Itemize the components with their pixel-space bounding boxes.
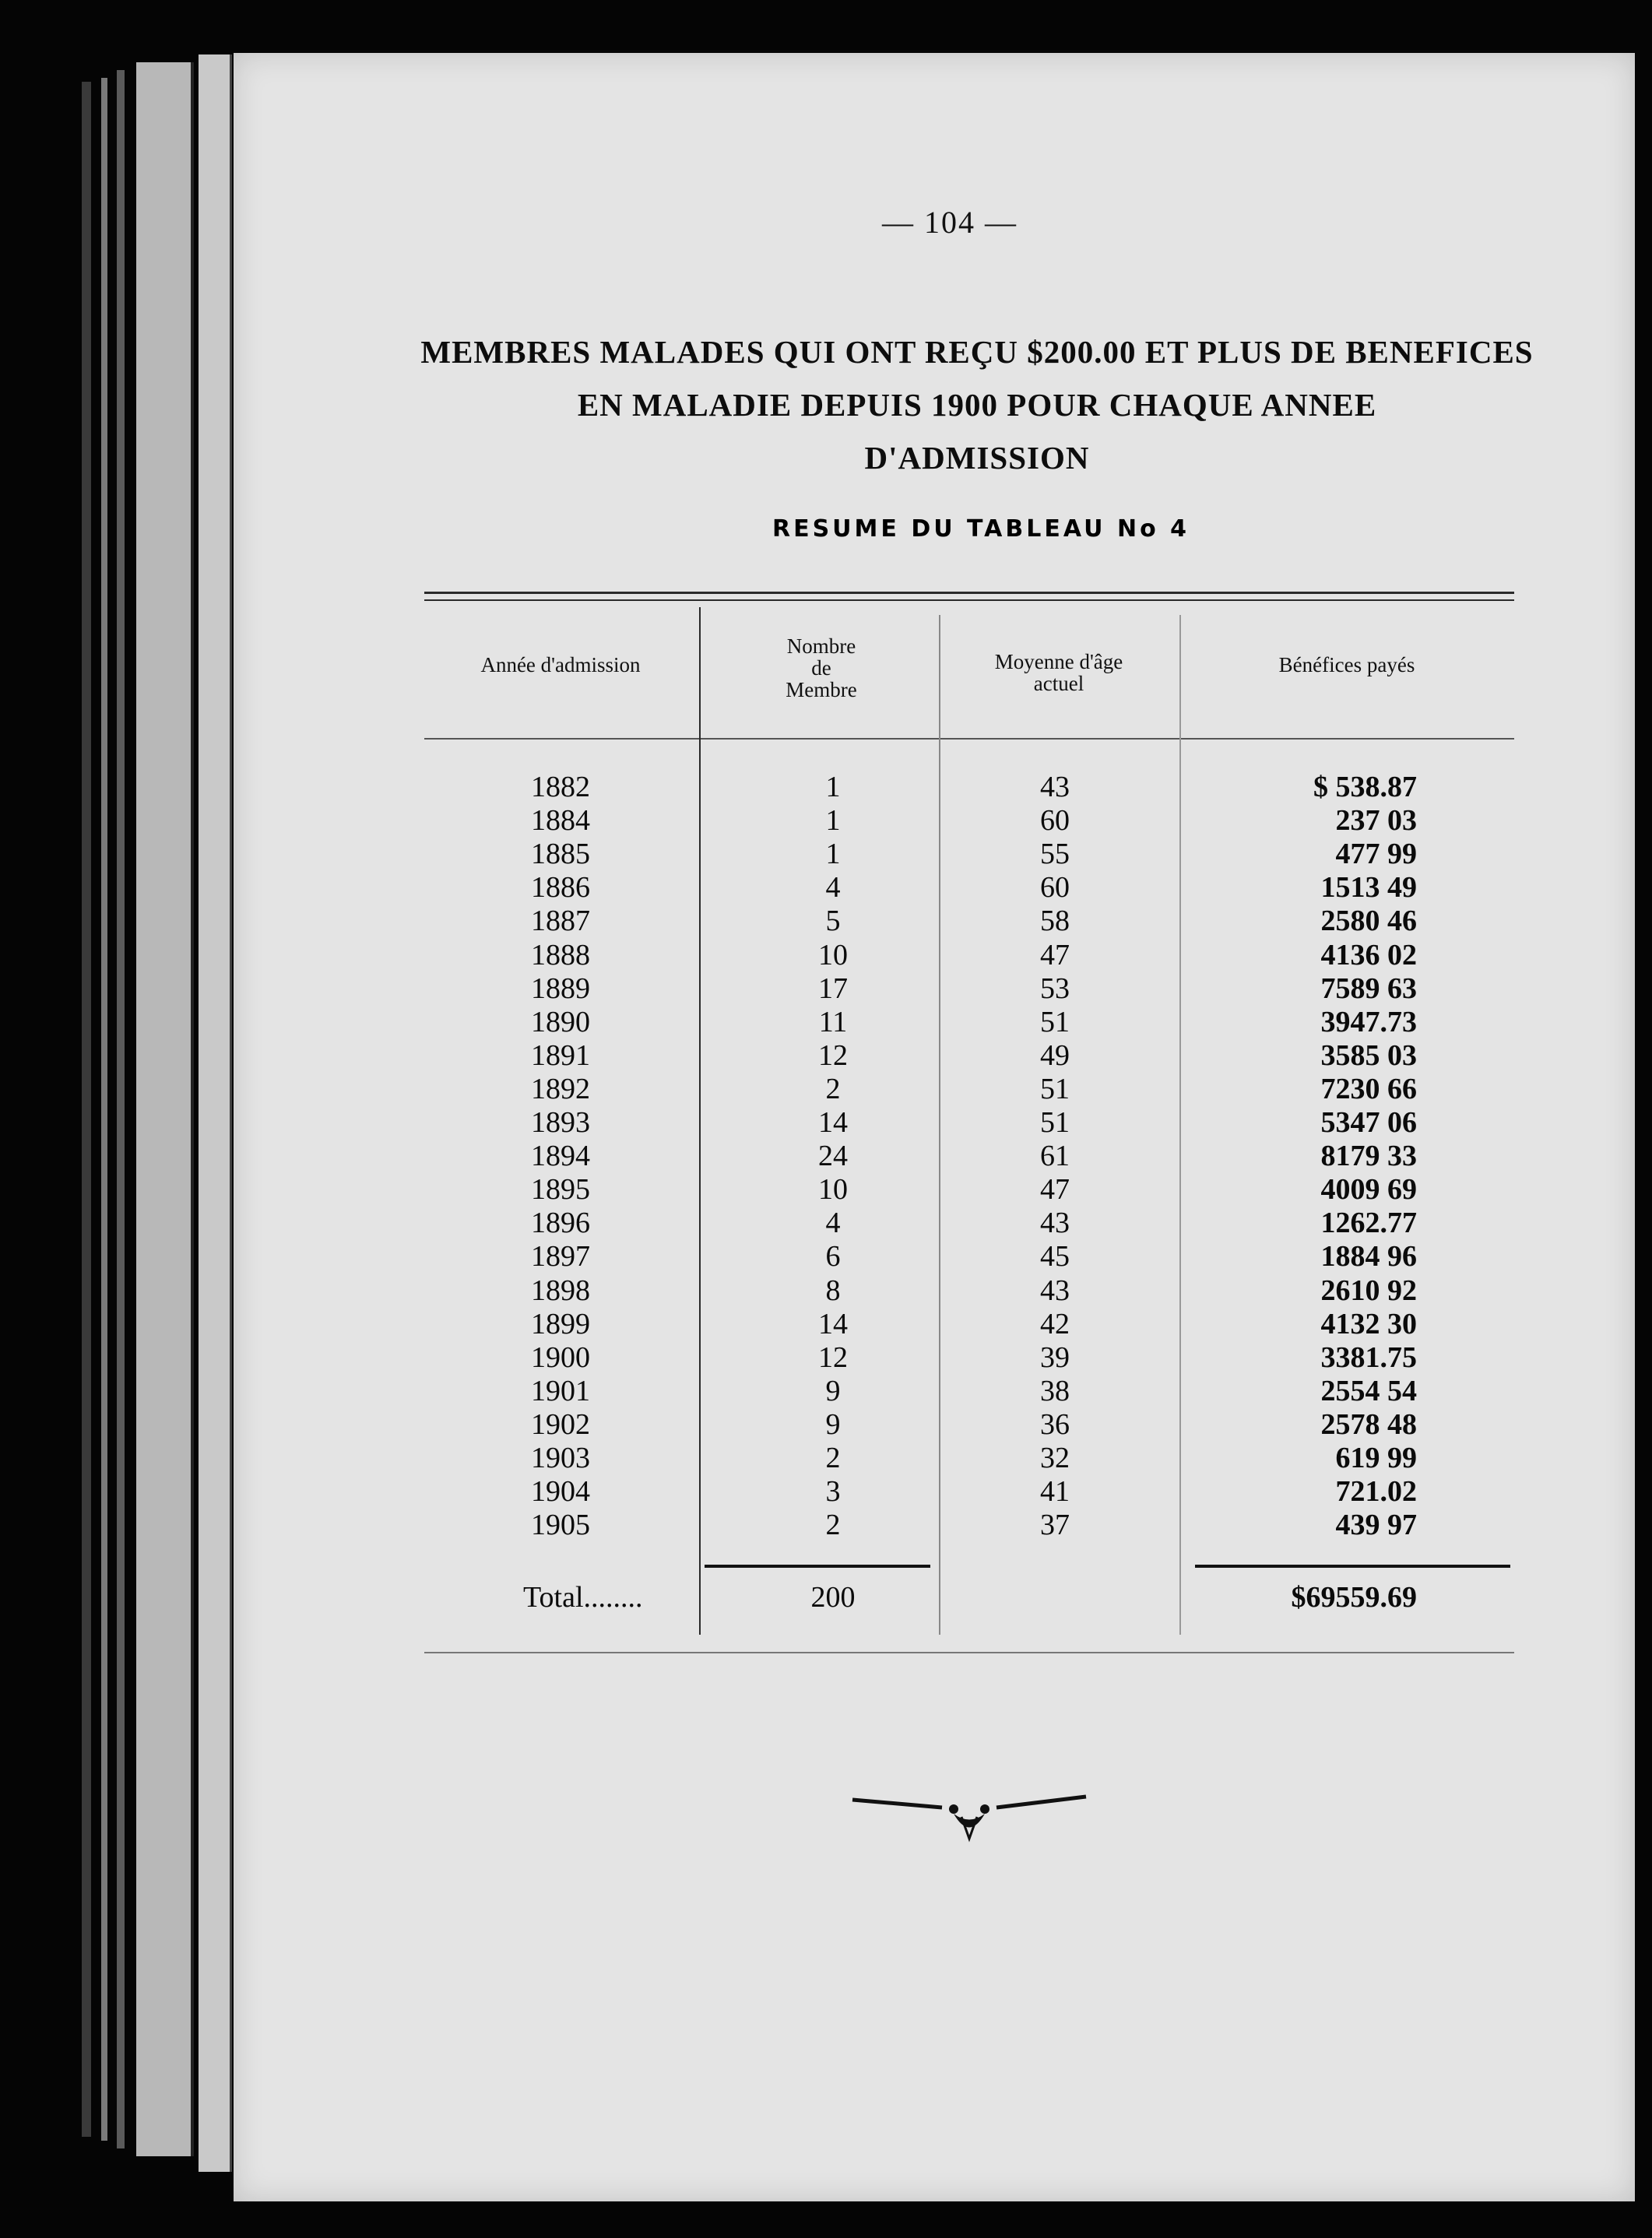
row-benefits: 237 03 (1335, 804, 1417, 837)
table-row (0, 838, 1652, 870)
row-count: 9 (825, 1375, 841, 1407)
row-year: 1896 (531, 1207, 590, 1239)
table-row (0, 972, 1652, 1005)
table-row (0, 939, 1652, 971)
row-age: 43 (1040, 771, 1070, 803)
row-count: 24 (818, 1140, 848, 1172)
row-benefits: 3947.73 (1320, 1006, 1417, 1038)
row-age: 55 (1040, 838, 1070, 870)
total-label: Total........ (523, 1581, 643, 1614)
row-year: 1900 (531, 1341, 590, 1374)
row-year: 1897 (531, 1240, 590, 1273)
row-benefits: $ 538.87 (1313, 771, 1417, 803)
row-age: 60 (1040, 804, 1070, 837)
header-divider (424, 738, 1514, 740)
header-count-line: Membre (786, 678, 857, 701)
row-count: 10 (818, 1173, 848, 1206)
row-count: 1 (825, 838, 841, 870)
row-year: 1890 (531, 1006, 590, 1038)
table-row (0, 1509, 1652, 1541)
table-row (0, 1274, 1652, 1307)
row-year: 1882 (531, 771, 590, 803)
row-year: 1904 (531, 1475, 590, 1508)
row-benefits: 1884 96 (1320, 1240, 1417, 1273)
page-title-line-3: D'ADMISSION (864, 440, 1090, 476)
row-year: 1889 (531, 972, 590, 1005)
row-count: 6 (825, 1240, 841, 1273)
row-age: 41 (1040, 1475, 1070, 1508)
row-count: 12 (818, 1039, 848, 1072)
table-subtitle: RESUME DU TABLEAU No 4 (772, 515, 1190, 543)
table-row (0, 1375, 1652, 1407)
row-age: 37 (1040, 1509, 1070, 1541)
header-age-line: Moyenne d'âge (994, 650, 1123, 673)
table-row (0, 1442, 1652, 1474)
row-age: 51 (1040, 1073, 1070, 1105)
row-year: 1891 (531, 1039, 590, 1072)
row-count: 14 (818, 1106, 848, 1139)
row-year: 1902 (531, 1408, 590, 1441)
header-count-line: Nombre (786, 634, 856, 658)
row-year: 1892 (531, 1073, 590, 1105)
row-year: 1899 (531, 1308, 590, 1340)
table-row (0, 1073, 1652, 1105)
row-age: 47 (1040, 1173, 1070, 1206)
row-count: 1 (825, 804, 841, 837)
row-count: 2 (825, 1442, 841, 1474)
row-age: 38 (1040, 1375, 1070, 1407)
row-benefits: 1513 49 (1320, 871, 1417, 904)
row-count: 12 (818, 1341, 848, 1374)
row-count: 8 (825, 1274, 841, 1307)
row-benefits: 721.02 (1335, 1475, 1417, 1508)
row-age: 43 (1040, 1207, 1070, 1239)
row-benefits: 3381.75 (1320, 1341, 1417, 1374)
row-year: 1887 (531, 905, 590, 937)
table-row (0, 1341, 1652, 1374)
row-benefits: 2554 54 (1320, 1375, 1417, 1407)
fleuron-ornament (849, 1783, 1090, 1845)
row-benefits: 2578 48 (1320, 1408, 1417, 1441)
row-year: 1884 (531, 804, 590, 837)
row-count: 5 (825, 905, 841, 937)
table-row (0, 871, 1652, 904)
table-row (0, 905, 1652, 937)
row-age: 32 (1040, 1442, 1070, 1474)
header-count-line: de (811, 656, 831, 680)
row-benefits: 4009 69 (1320, 1173, 1417, 1206)
row-count: 4 (825, 1207, 841, 1239)
header-count (716, 635, 926, 701)
row-age: 53 (1040, 972, 1070, 1005)
table-row (0, 1173, 1652, 1206)
row-benefits: 477 99 (1335, 838, 1417, 870)
row-year: 1898 (531, 1274, 590, 1307)
table-row (0, 1308, 1652, 1340)
table-row (0, 1006, 1652, 1038)
row-count: 10 (818, 939, 848, 971)
row-count: 2 (825, 1509, 841, 1541)
row-benefits: 619 99 (1335, 1442, 1417, 1474)
row-benefits: 8179 33 (1320, 1140, 1417, 1172)
row-benefits: 2580 46 (1320, 905, 1417, 937)
row-benefits: 439 97 (1335, 1509, 1417, 1541)
row-count: 2 (825, 1073, 841, 1105)
row-age: 45 (1040, 1240, 1070, 1273)
table-row (0, 771, 1652, 803)
row-benefits: 3585 03 (1320, 1039, 1417, 1072)
row-age: 43 (1040, 1274, 1070, 1307)
row-count: 4 (825, 871, 841, 904)
table-row (0, 1140, 1652, 1172)
row-age: 47 (1040, 939, 1070, 971)
row-benefits: 7589 63 (1320, 972, 1417, 1005)
row-count: 9 (825, 1408, 841, 1441)
row-count: 11 (818, 1006, 848, 1038)
row-year: 1895 (531, 1173, 590, 1206)
row-benefits: 7230 66 (1320, 1073, 1417, 1105)
row-benefits: 4136 02 (1320, 939, 1417, 971)
table-row (0, 1207, 1652, 1239)
row-benefits: 2610 92 (1320, 1274, 1417, 1307)
table-row (0, 1408, 1652, 1441)
page-number: — 104 — (882, 205, 1018, 240)
row-count: 1 (825, 771, 841, 803)
row-count: 17 (818, 972, 848, 1005)
table-top-rule (424, 599, 1514, 601)
row-age: 58 (1040, 905, 1070, 937)
row-age: 60 (1040, 871, 1070, 904)
header-age (954, 651, 1164, 694)
table-top-rule (424, 592, 1514, 594)
row-year: 1893 (531, 1106, 590, 1139)
table-row (0, 1240, 1652, 1273)
row-age: 61 (1040, 1140, 1070, 1172)
header-benefits: Bénéfices payés (1278, 653, 1415, 676)
table-row (0, 1475, 1652, 1508)
row-year: 1886 (531, 871, 590, 904)
row-age: 51 (1040, 1006, 1070, 1038)
table-row (0, 1039, 1652, 1072)
row-age: 36 (1040, 1408, 1070, 1441)
table-row (0, 804, 1652, 837)
row-age: 42 (1040, 1308, 1070, 1340)
row-year: 1894 (531, 1140, 590, 1172)
total-count: 200 (810, 1581, 856, 1614)
total-benefits: $69559.69 (1291, 1581, 1417, 1614)
table-row (0, 1106, 1652, 1139)
row-benefits: 5347 06 (1320, 1106, 1417, 1139)
total-rule (1195, 1565, 1510, 1568)
row-age: 49 (1040, 1039, 1070, 1072)
row-year: 1888 (531, 939, 590, 971)
row-age: 51 (1040, 1106, 1070, 1139)
header-age-line: actuel (1033, 672, 1084, 695)
row-benefits: 4132 30 (1320, 1308, 1417, 1340)
page-title-line-2: EN MALADIE DEPUIS 1900 POUR CHAQUE ANNEE (577, 387, 1377, 423)
page-title-line-1: MEMBRES MALADES QUI ONT REÇU $200.00 ET PLUS DE BENEFICES (420, 334, 1534, 370)
row-year: 1901 (531, 1375, 590, 1407)
row-count: 14 (818, 1308, 848, 1340)
row-count: 3 (825, 1475, 841, 1508)
row-year: 1903 (531, 1442, 590, 1474)
header-year: Année d'admission (480, 653, 641, 676)
table-bottom-rule (424, 1652, 1514, 1653)
total-rule (705, 1565, 930, 1568)
row-age: 39 (1040, 1341, 1070, 1374)
row-year: 1885 (531, 838, 590, 870)
row-year: 1905 (531, 1509, 590, 1541)
row-benefits: 1262.77 (1320, 1207, 1417, 1239)
